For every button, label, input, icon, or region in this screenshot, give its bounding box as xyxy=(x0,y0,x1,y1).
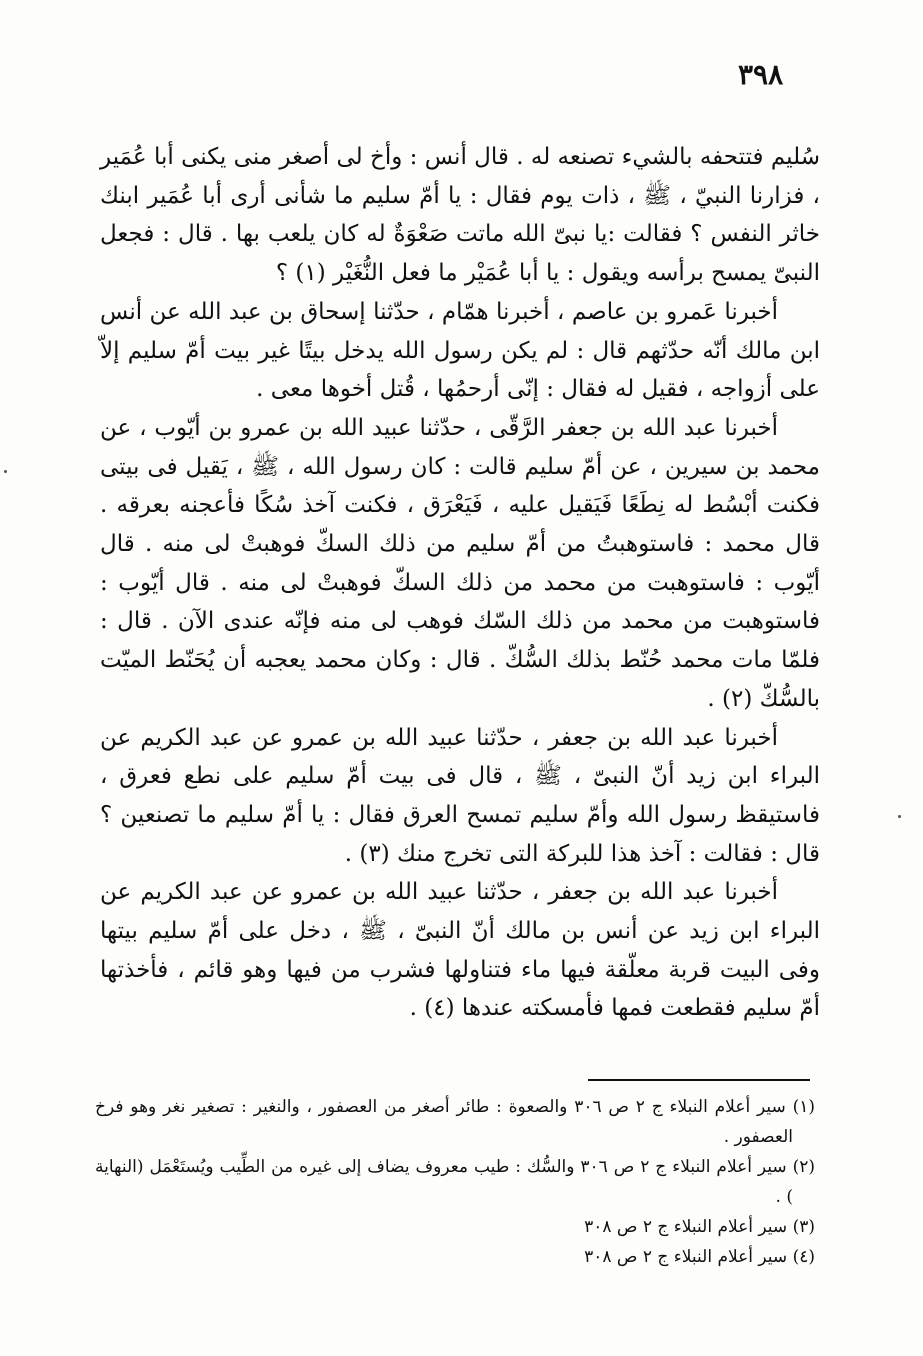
footnote-text: سير أعلام النبلاء ج ٢ ص ٣٠٨ xyxy=(584,1247,788,1267)
paragraph-2: أخبرنا عَمرو بن عاصم ، أخبرنا همّام ، حدّثنا إسحاق بن عبد الله عن أنس ابن مالك أنّه حدّثهم قال : لم يكن رسول الله يدخل بيتًا غير بيت أمّ سليم إلاّ على أزواجه ، فقيل له فقال : إنّى أرحمُها ، قُتل أخوها معى . xyxy=(100,298,820,403)
paragraph-5: أخبرنا عبد الله بن جعفر ، حدّثنا عبيد الله بن عمرو عن عبد الكريم عن البراء ابن زيد عن أنس بن مالك أنّ النبىّ ، ﷺ ، دخل على أمّ سليم بيتها وفى البيت قربة معلّقة فيها ماء فتناولها فشرب من فيها وهو قائم ، فأخذتها أمّ سليم فقطعت فمها فأمسكته عندها (٤) . xyxy=(100,879,820,1022)
scan-speck xyxy=(4,470,7,473)
paragraph-4: أخبرنا عبد الله بن جعفر ، حدّثنا عبيد الله بن عمرو عن عبد الكريم عن البراء ابن زيد أنّ النبىّ ، ﷺ ، قال فى بيت أمّ سليم على نطع فعرق ، فاستيقظ رسول الله وأمّ سليم تمسح العرق فقال : يا أمّ سليم ما تصنعين ؟ قال : فقالت : آخذ هذا للبركة التى تخرج منك (٣) . xyxy=(100,724,820,867)
footnote-4 xyxy=(95,1242,815,1272)
footnote-3 xyxy=(95,1212,815,1242)
paragraph-1: سُليم فتتحفه بالشيء تصنعه له . قال أنس : وأخ لى أصغر منى يكنى أبا عُمَير ، فزارنا النبيّ ، ﷺ ، ذات يوم فقال : يا أمّ سليم ما شأنى أرى أبا عُمَير ابنك خاثر النفس ؟ فقالت :يا نبىّ الله ماتت صَعْوَةٌ له كان يلعب بها . قال : فجعل النبىّ يمسح برأسه ويقول : يا أبا عُمَيْر ما فعل النُّغَيْر (١) ؟ xyxy=(100,144,820,287)
footnotes xyxy=(95,1092,815,1272)
scan-speck xyxy=(898,815,901,818)
footnote-number: (٢) xyxy=(792,1157,815,1177)
footnote-2 xyxy=(95,1152,815,1212)
page-number: ٣٩٨ xyxy=(738,58,784,91)
paragraph-3: أخبرنا عبد الله بن جعفر الرَّقّى ، حدّثنا عبيد الله بن عمرو بن أيّوب ، عن محمد بن سيرين ، عن أمّ سليم قالت : كان رسول الله ، ﷺ ، يَقيل فى بيتى فكنت أبْسُط له نِطَعًا فَيَقيل عليه ، فَيَعْرَق ، فكنت آخذ سُكًا فأعجنه بعرقه . قال محمد : فاستوهبتُ من أمّ سليم من ذلك السكّ فوهبتْ لى منه . قال أيّوب : فاستوهبت من محمد من ذلك السكّ فوهبتْ لى منه . قال أيّوب : فاستوهبت من محمد من ذلك السّك فوهب لى منه فإنّه عندى الآن . قال : فلمّا مات محمد حُنّط بذلك السُّكّ . قال : وكان محمد يعجبه أن يُحَنّط الميّت بالسُّكّ (٢) . xyxy=(100,414,820,712)
footnote-number: (٤) xyxy=(792,1247,815,1267)
footnote-text: سير أعلام النبلاء ج ٢ ص ٣٠٦ والصعوة : طائر أصغر من العصفور ، والنغير : تصغير نغر وهو فرخ العصفور . xyxy=(95,1097,793,1147)
footnote-number: (١) xyxy=(792,1097,816,1117)
footnote-text: سير أعلام النبلاء ج ٢ ص ٣٠٦ والسُّك : طيب معروف يضاف إلى غيره من الطِّيب ويُستَعْمَل (النهاية ) . xyxy=(95,1157,793,1207)
main-text xyxy=(100,138,820,1028)
footnote-text: سير أعلام النبلاء ج ٢ ص ٣٠٨ xyxy=(584,1217,788,1237)
footnote-number: (٣) xyxy=(792,1217,815,1237)
footnote-separator xyxy=(588,1079,810,1081)
footnote-1 xyxy=(95,1092,815,1152)
